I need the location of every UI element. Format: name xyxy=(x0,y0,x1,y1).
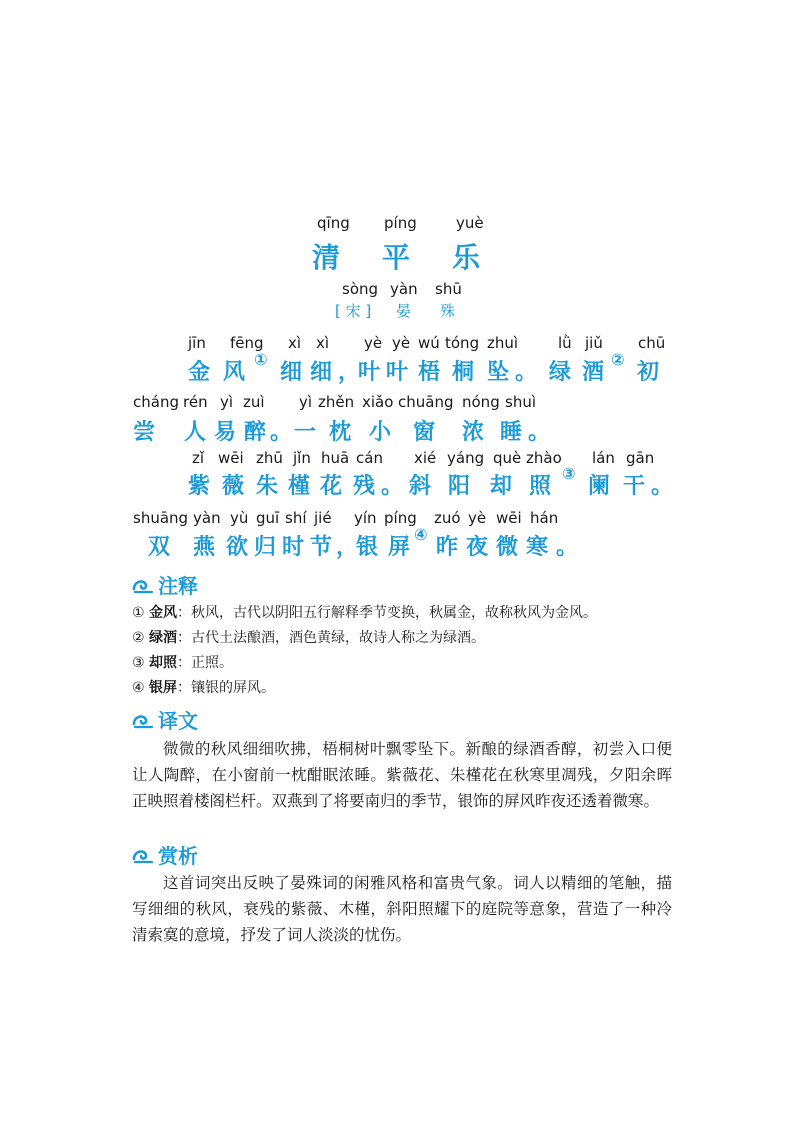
author-pinyin-3: shū xyxy=(435,280,462,298)
line3-char: 薇 xyxy=(222,474,245,499)
line2-pinyin: cháng xyxy=(133,393,179,411)
line4-char: ， xyxy=(336,535,359,560)
annotation-num: ④ xyxy=(132,680,145,696)
line3-pinyin: wēi xyxy=(218,449,244,467)
line1-char: 。 xyxy=(515,360,538,385)
line2-char: 浓 xyxy=(462,420,485,445)
line1-char: 绿 xyxy=(549,360,572,385)
line3-pinyin: lán xyxy=(592,449,615,467)
annotation-term: 却照 xyxy=(149,655,178,671)
line1-pinyin: fēng xyxy=(230,334,264,352)
annotation-term: 银屏 xyxy=(149,680,178,696)
author-dynasty: [ 宋 ] xyxy=(335,302,372,320)
annotation-num: ① xyxy=(132,605,145,621)
line4-char: 昨 xyxy=(436,535,459,560)
line2-pinyin: xiǎo xyxy=(362,393,394,411)
line4-pinyin: zuó xyxy=(434,509,461,527)
line4-char: 归 xyxy=(254,535,277,560)
annotation-term: 绿酒 xyxy=(149,630,178,646)
translation-heading-text: 译文 xyxy=(158,709,198,733)
line2-pinyin: nóng xyxy=(462,393,500,411)
line3-pinyin: yáng xyxy=(447,449,485,467)
translation-heading xyxy=(132,705,198,734)
line1-char: 梧 xyxy=(418,360,441,385)
line3-char: 花 xyxy=(320,474,343,499)
annotations-heading-text: 注释 xyxy=(158,574,198,598)
note-marker-2[interactable]: ② xyxy=(611,350,625,369)
line2-pinyin: zhěn xyxy=(318,393,355,411)
line2-char: 易 xyxy=(214,420,237,445)
appreciation-heading-text: 赏析 xyxy=(158,844,198,868)
note-marker-4[interactable]: ④ xyxy=(414,525,428,544)
line4-pinyin: guī xyxy=(256,509,280,527)
line1-pinyin: xì xyxy=(316,334,330,352)
line3-pinyin: zhū xyxy=(256,449,283,467)
line3-pinyin: jǐn xyxy=(293,449,311,467)
line3-char: 朱 xyxy=(256,474,279,499)
line1-char: 叶 xyxy=(358,360,381,385)
line2-pinyin: chuāng xyxy=(398,393,454,411)
annotation-item xyxy=(132,627,485,647)
line1-pinyin: jiǔ xyxy=(585,334,603,352)
line1-pinyin: chū xyxy=(638,334,666,352)
line2-char: 人 xyxy=(184,420,207,445)
title-pinyin-1: qīng xyxy=(317,214,350,232)
line2-char: 。 xyxy=(528,420,551,445)
annotation-text: ：秋风，古代以阴阳五行解释季节变换，秋属金，故称秋风为金风。 xyxy=(177,605,598,621)
line3-char: 照 xyxy=(529,474,552,499)
line3-pinyin: què xyxy=(493,449,522,467)
line4-pinyin: hán xyxy=(530,509,559,527)
note-marker-1[interactable]: ① xyxy=(254,350,268,369)
translation-text: 微微的秋风细细吹拂，梧桐树叶飘零坠下。新酿的绿酒香醇，初尝入口便让人陶醉，在小窗前一枕酣眠浓睡。紫薇花、朱槿花在秋寒里凋残，夕阳余晖正映照着楼阁栏杆。双燕到了将要南归的季节，银饰的屏风昨夜还透着微寒。 xyxy=(132,740,672,810)
line3-pinyin: zhào xyxy=(526,449,562,467)
line3-pinyin: cán xyxy=(356,449,383,467)
line4-char: 双 xyxy=(148,535,171,560)
line3-pinyin: gān xyxy=(626,449,655,467)
line4-char: 银 xyxy=(356,535,379,560)
title-char-2: 平 xyxy=(382,241,411,274)
author-pinyin-2: yàn xyxy=(390,280,418,298)
annotation-text: ：镶银的屏风。 xyxy=(177,680,276,696)
line4-pinyin: shuāng xyxy=(133,509,189,527)
line1-pinyin: wú xyxy=(418,334,440,352)
line4-pinyin: píng xyxy=(384,509,417,527)
annotations-heading xyxy=(132,570,198,599)
line1-char: 细 xyxy=(310,360,333,385)
author-pinyin-1: sòng xyxy=(342,280,379,298)
line2-char: 。 xyxy=(270,420,293,445)
line4-pinyin: yè xyxy=(468,509,487,527)
line3-char: 却 xyxy=(490,474,513,499)
line2-pinyin: rén xyxy=(183,393,208,411)
line3-char: 干 xyxy=(623,474,646,499)
line4-char: 节 xyxy=(310,535,333,560)
line1-char: 金 xyxy=(188,360,211,385)
line3-char: 紫 xyxy=(188,474,211,499)
line1-char: 初 xyxy=(637,360,660,385)
annotation-text: ：正照。 xyxy=(177,655,234,671)
line2-char: 一 xyxy=(294,420,317,445)
line1-pinyin: jīn xyxy=(188,334,206,352)
annotation-item xyxy=(132,677,275,697)
line4-pinyin: jié xyxy=(314,509,332,527)
line2-char: 枕 xyxy=(329,420,352,445)
line4-pinyin: yín xyxy=(354,509,377,527)
line1-pinyin: xì xyxy=(288,334,302,352)
line4-char: 燕 xyxy=(193,535,216,560)
author-name-1: 晏 xyxy=(396,302,412,320)
line1-pinyin: lǜ xyxy=(558,334,572,352)
swirl-icon xyxy=(132,711,154,729)
appreciation-text: 这首词突出反映了晏殊词的闲雅风格和富贵气象。词人以精细的笔触，描写细细的秋风，衰残的紫薇、木槿，斜阳照耀下的庭院等意象，营造了一种冷清索寞的意境，抒发了词人淡淡的忧伤。 xyxy=(132,874,672,944)
line4-char: 寒 xyxy=(526,535,549,560)
line1-char: ， xyxy=(338,360,361,385)
line1-pinyin: yè xyxy=(364,334,383,352)
line4-char: 屏 xyxy=(388,535,411,560)
line2-char: 窗 xyxy=(413,420,436,445)
line4-char: 欲 xyxy=(226,535,249,560)
line3-char: 残 xyxy=(353,474,376,499)
line2-pinyin: shuì xyxy=(505,393,536,411)
line4-pinyin: shí xyxy=(285,509,307,527)
annotation-term: 金风 xyxy=(149,605,178,621)
line1-char: 酒 xyxy=(582,360,605,385)
line4-char: 时 xyxy=(282,535,305,560)
annotation-item xyxy=(132,602,597,622)
line2-pinyin: zuì xyxy=(243,393,265,411)
line4-pinyin: yàn xyxy=(193,509,221,527)
line1-pinyin: tóng xyxy=(445,334,480,352)
line2-char: 醉 xyxy=(244,420,267,445)
line4-pinyin: yù xyxy=(230,509,249,527)
line1-char: 风 xyxy=(223,360,246,385)
annotation-text: ：古代土法酿酒，酒色黄绿，故诗人称之为绿酒。 xyxy=(177,630,486,646)
swirl-icon xyxy=(132,576,154,594)
annotation-num: ③ xyxy=(132,655,145,671)
title-char-3: 乐 xyxy=(452,241,481,274)
title-char-1: 清 xyxy=(312,241,341,274)
line3-char: 阑 xyxy=(588,474,611,499)
line1-char: 桐 xyxy=(452,360,475,385)
line3-char: 斜 xyxy=(409,474,432,499)
line2-pinyin: yì xyxy=(220,393,234,411)
line1-pinyin: zhuì xyxy=(487,334,519,352)
note-marker-3[interactable]: ③ xyxy=(562,464,576,483)
line1-pinyin: yè xyxy=(392,334,411,352)
annotation-item xyxy=(132,652,233,672)
line3-pinyin: xié xyxy=(414,449,437,467)
line3-char: 。 xyxy=(651,474,674,499)
line2-char: 尝 xyxy=(133,420,156,445)
appreciation-heading xyxy=(132,840,198,869)
line3-char: 。 xyxy=(381,474,404,499)
line3-char: 阳 xyxy=(448,474,471,499)
line2-pinyin: yì xyxy=(299,393,313,411)
line3-pinyin: huā xyxy=(321,449,350,467)
line2-char: 小 xyxy=(369,420,392,445)
title-pinyin-2: píng xyxy=(384,214,417,232)
swirl-icon xyxy=(132,846,154,864)
line1-char: 坠 xyxy=(487,360,510,385)
annotation-num: ② xyxy=(132,630,145,646)
line1-char: 细 xyxy=(280,360,303,385)
line3-char: 槿 xyxy=(288,474,311,499)
line1-char: 叶 xyxy=(386,360,409,385)
line4-char: 。 xyxy=(556,535,579,560)
line2-char: 睡 xyxy=(500,420,523,445)
author-name-2: 殊 xyxy=(440,302,456,320)
title-pinyin-3: yuè xyxy=(456,214,484,232)
line3-pinyin: zǐ xyxy=(192,449,205,467)
line4-char: 夜 xyxy=(466,535,489,560)
line4-pinyin: wēi xyxy=(496,509,522,527)
line4-char: 微 xyxy=(496,535,519,560)
